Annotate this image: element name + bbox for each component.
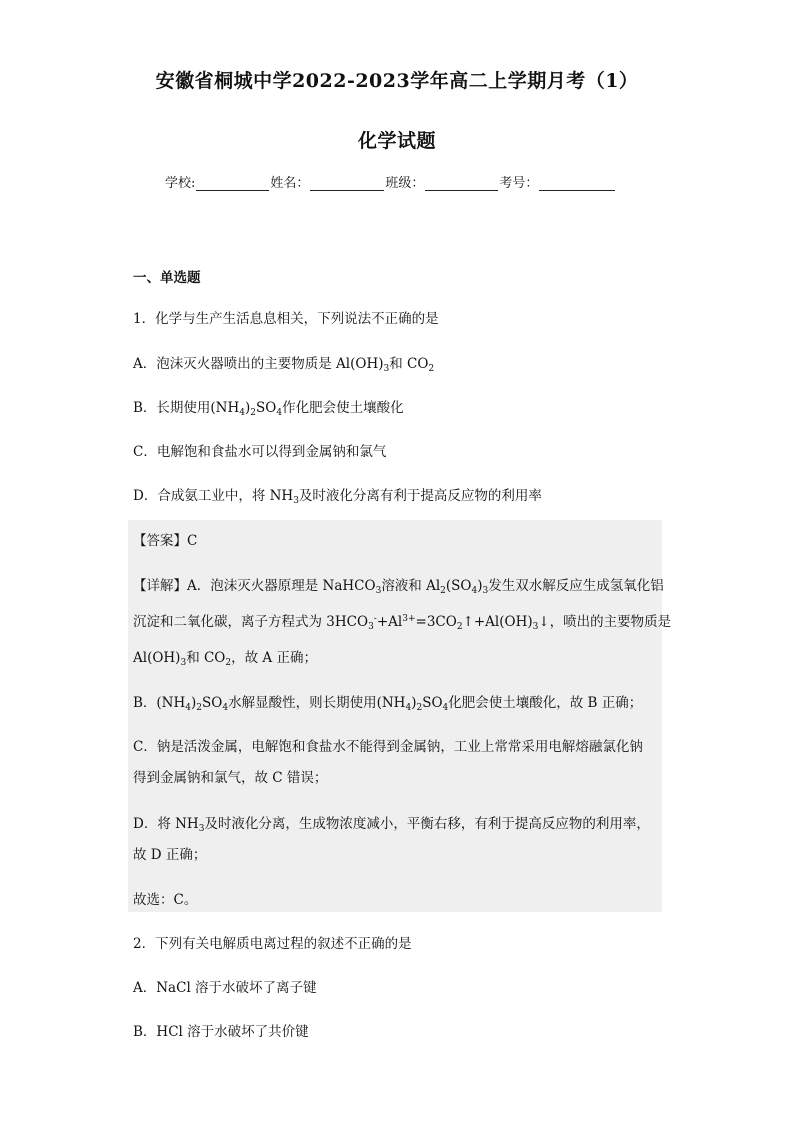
q1-explanation-c-line-2: 得到金属钠和氯气，故 C 错误； (133, 770, 328, 786)
q1-explanation-line-3: $Al(OH)_3$和 $CO_2$，故 A 正确； (133, 650, 317, 668)
q2-option-b: B．HCl 溶于水破坏了共价键 (133, 1024, 309, 1040)
q1-option-d: D．合成氨工业中，将 $NH_3$及时液化分离有利于提高反应物的利用率 (133, 488, 542, 506)
q2-option-a: A．NaCl 溶于水破坏了离子键 (133, 980, 317, 996)
q1-stem: 1．化学与生产生活息息相关，下列说法不正确的是 (133, 311, 439, 327)
exam-no-blank[interactable] (539, 176, 615, 191)
q1-option-c: C．电解饱和食盐水可以得到金属钠和氯气 (133, 444, 387, 460)
q1-explanation-d-line-2: 故 D 正确； (133, 847, 207, 863)
school-blank[interactable] (196, 176, 269, 191)
school-label: 学校: (165, 176, 196, 191)
student-info-line (165, 172, 616, 191)
class-blank[interactable] (425, 176, 498, 191)
page-title: 安徽省桐城中学2022-2023学年高二上学期月考（1） (155, 70, 639, 92)
name-label: 姓名： (270, 176, 310, 191)
q1-explanation-line-1: 【详解】A．泡沫灭火器原理是 NaHCO$_3$溶液和 $Al_2(SO_4)_3$发生双水解反应生成氢氧化铝 (133, 578, 664, 596)
q1-answer: 【答案】C (133, 533, 198, 549)
name-blank[interactable] (310, 176, 384, 191)
q1-conclusion: 故选：C。 (133, 892, 198, 908)
exam-no-label: 考号： (499, 176, 539, 191)
q1-explanation-c-line-1: C．钠是活泼金属，电解饱和食盐水不能得到金属钠，工业上常常采用电解熔融氯化钠 (133, 739, 643, 755)
q1-option-b: B．长期使用$(NH_4)_2SO_4$作化肥会使土壤酸化 (133, 400, 404, 418)
q1-option-a: A．泡沫灭火器喷出的主要物质是 $Al(OH)_3$和 $CO_2$ (133, 356, 435, 374)
class-label: 班级： (385, 176, 425, 191)
page-subtitle: 化学试题 (357, 130, 436, 152)
q1-explanation-d-line-1: D．将 $NH_3$及时液化分离，生成物浓度减小，平衡右移，有利于提高反应物的利用率， (133, 816, 650, 834)
q1-explanation-line-2: 沉淀和二氧化碳，离子方程式为 $3HCO_3^-+Al^{3+}=3CO_2↑+Al(OH)_3↓$，喷出的主要物质是 (133, 614, 672, 632)
q1-explanation-b: B．$(NH_4)_2SO_4$水解显酸性，则长期使用$(NH_4)_2SO_4$化肥会使土壤酸化，故 B 正确； (133, 695, 643, 713)
section-title: 一、单选题 (133, 270, 201, 286)
q2-stem: 2．下列有关电解质电离过程的叙述不正确的是 (133, 936, 412, 952)
